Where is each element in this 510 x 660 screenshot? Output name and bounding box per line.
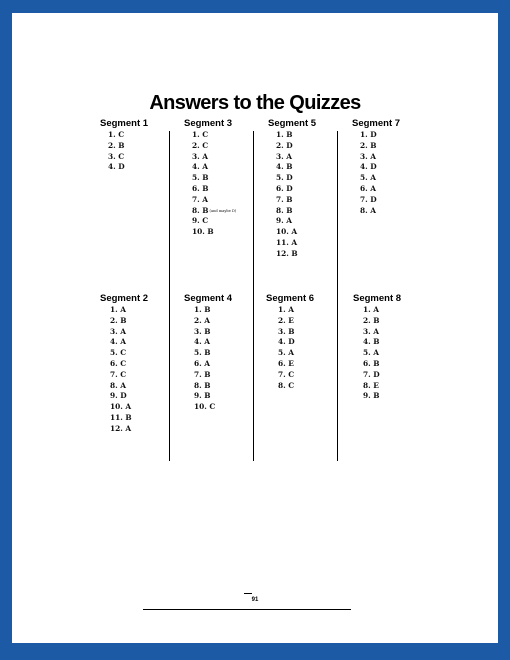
- answer-item: [110, 305, 182, 316]
- answer-text: 1. B: [276, 130, 293, 139]
- segment-8-column: [353, 293, 435, 402]
- answer-item: [360, 162, 434, 173]
- answer-item: [194, 337, 266, 348]
- answer-text: 11. A: [276, 237, 298, 247]
- segment-heading: Segment 3: [184, 118, 233, 129]
- answer-item: [110, 424, 182, 435]
- answer-text: 5. A: [360, 173, 377, 183]
- answer-text: 3. B: [194, 326, 211, 336]
- answer-item: [276, 173, 350, 184]
- page-title: Answers to the Quizzes: [149, 92, 361, 114]
- answer-text: 5. B: [192, 173, 209, 183]
- answer-item: [110, 391, 182, 402]
- answer-item: [192, 206, 266, 217]
- answer-note: (and maybe D): [209, 208, 237, 213]
- answer-text: 3. C: [108, 151, 125, 161]
- segment-heading: Segment 1: [100, 118, 149, 129]
- answer-list: [276, 130, 350, 260]
- document-page: [12, 13, 498, 643]
- answer-text: 4. A: [194, 337, 211, 347]
- answer-item: [276, 152, 350, 163]
- answer-item: [363, 391, 435, 402]
- page-number: 91: [251, 597, 259, 603]
- answer-text: 8. B: [192, 205, 209, 215]
- answer-item: [110, 348, 182, 359]
- answer-item: [363, 316, 435, 327]
- answer-text: 5. A: [278, 348, 295, 358]
- answer-list: [192, 130, 266, 238]
- answer-text: 1. A: [110, 305, 127, 314]
- answer-item: [108, 141, 182, 152]
- answer-text: 6. B: [363, 358, 380, 368]
- answer-item: [276, 227, 350, 238]
- segment-heading: Segment 7: [352, 118, 401, 129]
- answer-text: 9. A: [276, 216, 293, 226]
- answer-item: [360, 130, 434, 141]
- answer-text: 7. C: [110, 369, 127, 379]
- answer-text: 3. A: [192, 151, 209, 161]
- answer-list: [194, 305, 266, 413]
- answer-text: 7. B: [276, 194, 293, 204]
- segment-4-column: [184, 293, 266, 413]
- answer-item: [194, 381, 266, 392]
- answer-text: 5. D: [276, 173, 293, 183]
- answer-item: [110, 359, 182, 370]
- answer-text: 2. B: [363, 315, 380, 325]
- answer-text: 4. A: [192, 162, 209, 172]
- answer-item: [363, 359, 435, 370]
- answer-text: 10. A: [276, 227, 298, 237]
- answer-text: 1. B: [194, 305, 211, 314]
- answer-list: [278, 305, 348, 391]
- segment-heading: Segment 4: [184, 293, 233, 304]
- answer-item: [276, 216, 350, 227]
- answer-item: [194, 391, 266, 402]
- answer-item: [194, 348, 266, 359]
- answer-text: 6. A: [194, 358, 211, 368]
- answer-item: [110, 402, 182, 413]
- footer-dash: [244, 593, 252, 594]
- answer-item: [276, 141, 350, 152]
- answer-text: 8. A: [110, 380, 127, 390]
- answer-item: [110, 337, 182, 348]
- answer-item: [194, 370, 266, 381]
- answer-item: [278, 327, 348, 338]
- answer-item: [276, 206, 350, 217]
- answer-text: 2. C: [192, 140, 209, 150]
- answer-item: [192, 227, 266, 238]
- answer-item: [278, 381, 348, 392]
- answer-item: [108, 162, 182, 173]
- segment-heading: Segment 6: [266, 293, 315, 304]
- answer-text: 6. A: [360, 183, 377, 193]
- answer-text: 7. C: [278, 369, 295, 379]
- answer-text: 3. A: [110, 326, 127, 336]
- answer-text: 3. B: [278, 326, 295, 336]
- answer-item: [276, 162, 350, 173]
- answer-list: [360, 130, 434, 216]
- answer-text: 8. A: [360, 205, 377, 215]
- segment-2-column: [100, 293, 182, 435]
- answer-item: [278, 316, 348, 327]
- answer-text: 2. A: [194, 315, 211, 325]
- answer-item: [194, 316, 266, 327]
- answer-text: 8. E: [363, 380, 379, 390]
- answer-text: 7. B: [194, 369, 211, 379]
- answer-item: [276, 195, 350, 206]
- segment-heading: Segment 2: [100, 293, 149, 304]
- answer-text: 5. A: [363, 348, 380, 358]
- answer-item: [192, 216, 266, 227]
- answer-list: [108, 130, 182, 173]
- segment-6-column: [266, 293, 348, 391]
- answer-text: 2. B: [110, 315, 127, 325]
- answer-item: [110, 327, 182, 338]
- segment-3-column: [184, 118, 266, 238]
- answer-item: [363, 327, 435, 338]
- answer-item: [278, 359, 348, 370]
- answer-text: 3. A: [276, 151, 293, 161]
- answer-text: 9. C: [192, 216, 209, 226]
- answer-item: [192, 173, 266, 184]
- answer-item: [192, 162, 266, 173]
- answer-item: [192, 152, 266, 163]
- answer-text: 4. D: [108, 162, 125, 172]
- answer-item: [360, 141, 434, 152]
- answer-item: [194, 305, 266, 316]
- answer-text: 11. B: [110, 412, 132, 422]
- answer-item: [363, 381, 435, 392]
- answer-item: [110, 381, 182, 392]
- answer-text: 4. B: [363, 337, 380, 347]
- answer-item: [276, 238, 350, 249]
- answer-text: 2. B: [360, 140, 377, 150]
- answer-text: 12. A: [110, 423, 132, 433]
- answer-text: 10. C: [194, 402, 216, 412]
- answer-text: 5. C: [110, 348, 127, 358]
- answer-text: 4. B: [276, 162, 293, 172]
- answer-text: 9. D: [110, 391, 127, 401]
- segment-heading: Segment 5: [268, 118, 317, 129]
- answer-text: 10. A: [110, 402, 132, 412]
- answer-text: 6. B: [192, 183, 209, 193]
- answer-text: 2. D: [276, 140, 293, 150]
- answer-item: [110, 370, 182, 381]
- answer-item: [360, 173, 434, 184]
- answer-text: 6. C: [110, 358, 127, 368]
- answer-item: [360, 184, 434, 195]
- answer-text: 2. E: [278, 315, 294, 325]
- answer-item: [194, 402, 266, 413]
- answer-text: 1. C: [108, 130, 125, 139]
- segment-1-column: [100, 118, 182, 173]
- answer-item: [194, 359, 266, 370]
- answer-item: [278, 348, 348, 359]
- answer-item: [360, 195, 434, 206]
- answer-item: [360, 206, 434, 217]
- answer-item: [108, 130, 182, 141]
- answer-text: 1. A: [363, 305, 380, 314]
- answer-text: 8. B: [194, 380, 211, 390]
- answer-text: 8. B: [276, 205, 293, 215]
- footer-rule: [143, 609, 351, 610]
- answer-list: [363, 305, 435, 402]
- answer-text: 2. B: [108, 140, 125, 150]
- segment-7-column: [352, 118, 434, 216]
- answer-item: [192, 184, 266, 195]
- answer-text: 4. D: [278, 337, 295, 347]
- answer-item: [276, 130, 350, 141]
- answer-text: 6. D: [276, 183, 293, 193]
- answer-item: [108, 152, 182, 163]
- answer-item: [278, 370, 348, 381]
- answer-item: [276, 184, 350, 195]
- answer-text: 4. A: [110, 337, 127, 347]
- answer-text: 12. B: [276, 248, 298, 258]
- segment-5-column: [268, 118, 350, 260]
- answer-item: [363, 348, 435, 359]
- answer-item: [110, 316, 182, 327]
- answer-text: 9. B: [194, 391, 211, 401]
- segment-heading: Segment 8: [353, 293, 402, 304]
- answer-item: [110, 413, 182, 424]
- answer-text: 7. A: [192, 194, 209, 204]
- answer-text: 7. D: [360, 194, 377, 204]
- answer-text: 10. B: [192, 227, 214, 237]
- answer-item: [192, 195, 266, 206]
- answer-text: 1. A: [278, 305, 295, 314]
- answer-item: [192, 141, 266, 152]
- answer-text: 9. B: [363, 391, 380, 401]
- answer-list: [110, 305, 182, 435]
- answer-item: [363, 305, 435, 316]
- answer-text: 1. C: [192, 130, 209, 139]
- answer-text: 3. A: [360, 151, 377, 161]
- answer-text: 3. A: [363, 326, 380, 336]
- answer-item: [194, 327, 266, 338]
- answer-text: 7. D: [363, 369, 380, 379]
- answer-text: 8. C: [278, 380, 295, 390]
- answer-text: 1. D: [360, 130, 377, 139]
- answer-item: [276, 249, 350, 260]
- answer-item: [363, 370, 435, 381]
- answer-item: [192, 130, 266, 141]
- answer-item: [363, 337, 435, 348]
- answer-text: 4. D: [360, 162, 377, 172]
- answer-item: [360, 152, 434, 163]
- answer-text: 5. B: [194, 348, 211, 358]
- answer-item: [278, 337, 348, 348]
- answer-text: 6. E: [278, 358, 294, 368]
- answer-item: [278, 305, 348, 316]
